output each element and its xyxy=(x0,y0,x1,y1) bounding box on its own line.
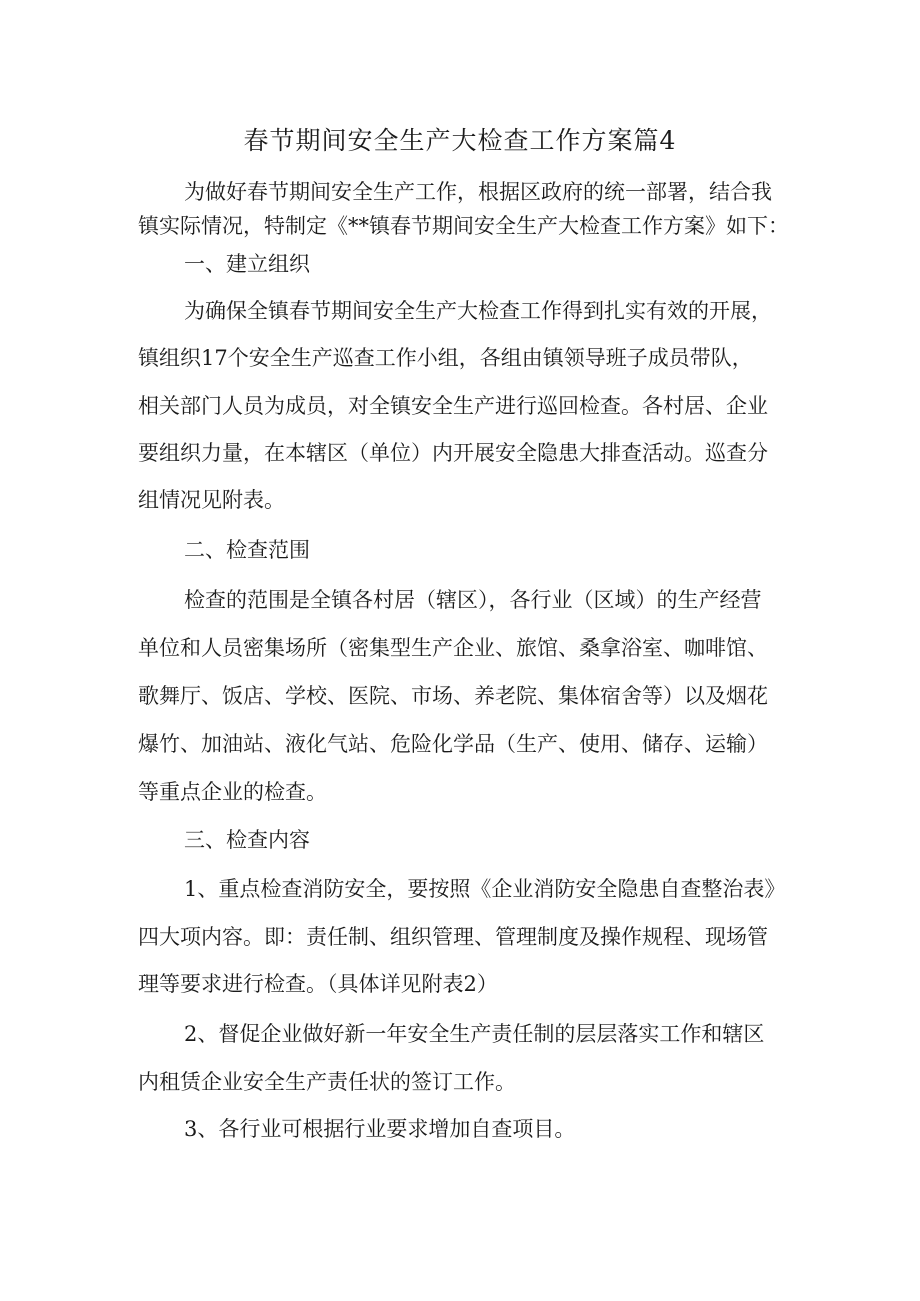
section-1-line-2: 镇组织17个安全生产巡查工作小组，各组由镇领导班子成员带队， xyxy=(138,346,753,370)
section-1-line-4: 要组织力量，在本辖区（单位）内开展安全隐患大排查活动。巡查分 xyxy=(138,441,768,465)
section-2-line-1: 检查的范围是全镇各村居（辖区），各行业（区域）的生产经营 xyxy=(184,588,762,612)
section-1-line-3: 相关部门人员为成员，对全镇安全生产进行巡回检查。各村居、企业 xyxy=(138,394,768,418)
section-2-line-2: 单位和人员密集场所（密集型生产企业、旅馆、桑拿浴室、咖啡馆、 xyxy=(138,636,768,660)
item-1-line-2: 四大项内容。即：责任制、组织管理、管理制度及操作规程、现场管 xyxy=(138,925,768,949)
item-1-line-3: 理等要求进行检查。（具体详见附表2） xyxy=(138,972,498,996)
section-2-line-4: 爆竹、加油站、液化气站、危险化学品（生产、使用、储存、运输） xyxy=(138,732,768,756)
section-2-line-5: 等重点企业的检查。 xyxy=(138,780,327,804)
section-2-line-3: 歌舞厅、饭店、学校、医院、市场、养老院、集体宿舍等）以及烟花 xyxy=(138,684,768,708)
section-heading-1: 一、建立组织 xyxy=(184,252,310,276)
section-1-line-1: 为确保全镇春节期间安全生产大检查工作得到扎实有效的开展， xyxy=(184,299,772,323)
document-title: 春节期间安全生产大检查工作方案篇4 xyxy=(243,126,677,155)
section-heading-3: 三、检查内容 xyxy=(184,828,310,852)
item-3-line-1: 3、各行业可根据行业要求增加自查项目。 xyxy=(184,1117,576,1141)
item-2-line-2: 内租赁企业安全生产责任状的签订工作。 xyxy=(138,1070,516,1094)
intro-line-2: 镇实际情况，特制定《**镇春节期间安全生产大检查工作方案》如下： xyxy=(138,214,789,238)
intro-line-1: 为做好春节期间安全生产工作，根据区政府的统一部署，结合我 xyxy=(184,180,772,204)
item-1-line-1: 1、重点检查消防安全，要按照《企业消防安全隐患自查整治表》 xyxy=(184,877,786,901)
section-heading-2: 二、检查范围 xyxy=(184,538,310,562)
section-1-line-5: 组情况见附表。 xyxy=(138,488,285,512)
item-2-line-1: 2、督促企业做好新一年安全生产责任制的层层落实工作和辖区 xyxy=(184,1022,765,1046)
